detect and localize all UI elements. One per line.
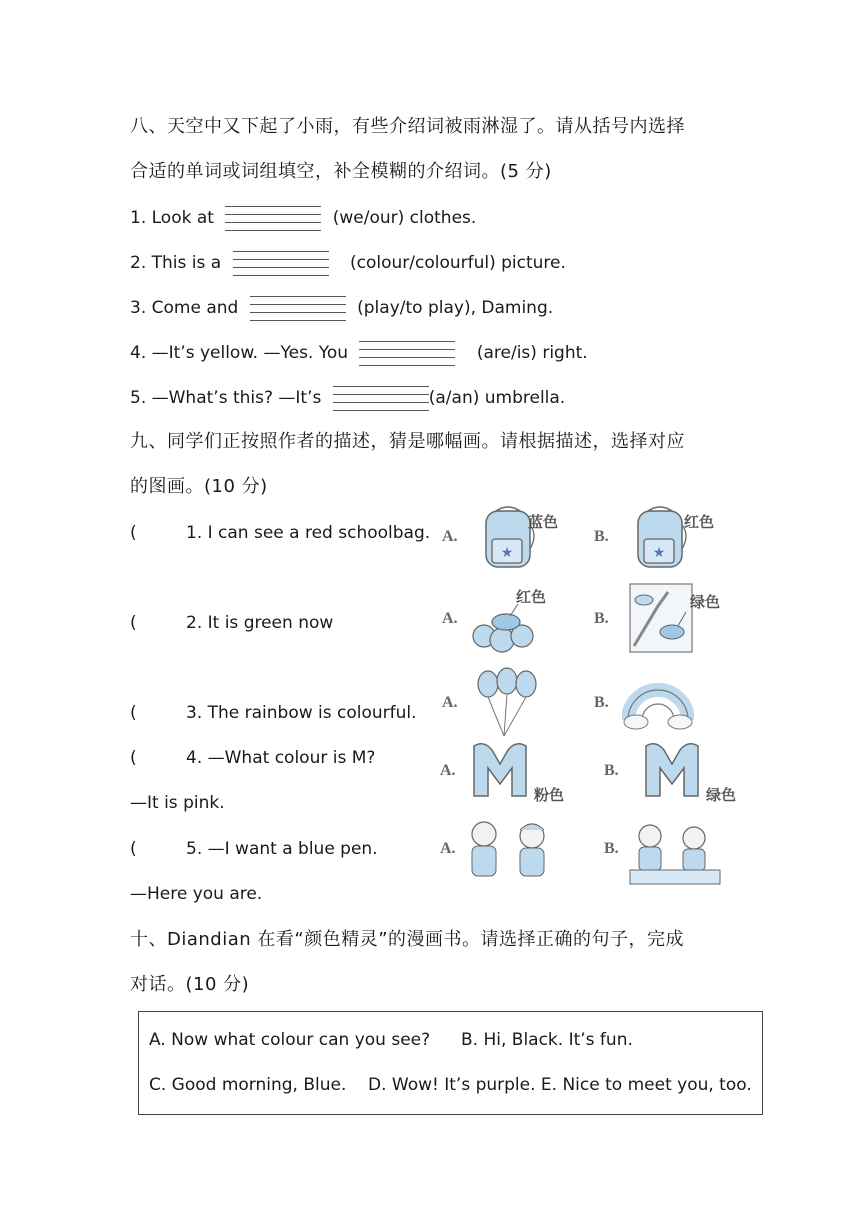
option-a-label[interactable]: A. [440, 840, 456, 857]
option-b-label[interactable]: B. [594, 528, 609, 545]
q9-4-text: 4. —What colour is M? [186, 748, 376, 768]
color-label-pink: 粉色 [534, 786, 565, 804]
chameleon-on-flowers-image[interactable] [470, 598, 540, 658]
option-b-sentence: B. Hi, Black. It’s fun. [461, 1030, 633, 1050]
color-label-blue: 蓝色 [528, 513, 559, 531]
svg-text:★: ★ [652, 545, 666, 561]
q8-5-options: (a/an) umbrella. [428, 388, 566, 408]
question-9-2 [130, 612, 333, 634]
question-9-3 [130, 702, 417, 724]
question-9-1 [130, 522, 430, 544]
rainbow-image[interactable] [622, 670, 694, 734]
question-9-5 [130, 838, 378, 860]
color-label-green: 绿色 [690, 593, 721, 611]
color-label-red: 红色 [516, 588, 547, 606]
children-at-desk-image[interactable] [628, 820, 724, 888]
answer-blank[interactable] [225, 206, 321, 230]
question-8-2 [130, 251, 566, 275]
option-a-label[interactable]: A. [440, 762, 456, 779]
option-a-label[interactable]: A. [442, 528, 458, 545]
letter-m-pink-image[interactable] [468, 738, 532, 802]
question-8-5 [130, 386, 565, 410]
q8-3-text: 3. Come and [130, 298, 239, 318]
answer-blank[interactable] [233, 251, 329, 275]
q9-3-text: 3. The rainbow is colourful. [186, 703, 417, 723]
q8-2-text: 2. This is a [130, 253, 222, 273]
letter-m-green-image[interactable] [640, 738, 704, 802]
q8-4-text: 4. —It’s yellow. —Yes. You [130, 343, 349, 363]
section8-title-line1: 八、天空中又下起了小雨，有些介绍词被雨淋湿了。请从括号内选择 [130, 116, 685, 137]
q9-5-text: 5. —I want a blue pen. [186, 839, 378, 859]
balloons-image[interactable] [474, 666, 540, 738]
children-with-pens-image[interactable] [460, 816, 560, 888]
q8-2-options: (colour/colourful) picture. [349, 253, 566, 273]
section9-title-line1: 九、同学们正按照作者的描述，猜是哪幅画。请根据描述，选择对应 [130, 431, 685, 452]
q9-1-text: 1. I can see a red schoolbag. [186, 523, 431, 543]
svg-text:★: ★ [500, 545, 514, 561]
section9-title-line2: 的图画。(10 分) [130, 476, 268, 497]
section10-title-line1: 十、Diandian 在看“颜色精灵”的漫画书。请选择正确的句子，完成 [130, 929, 685, 950]
q9-2-text: 2. It is green now [186, 613, 334, 633]
option-b-label[interactable]: B. [594, 694, 609, 711]
answer-blank[interactable] [333, 386, 429, 410]
option-a-label[interactable]: A. [442, 610, 458, 627]
question-8-1 [130, 206, 476, 230]
q8-1-options: (we/our) clothes. [332, 208, 477, 228]
options-box [138, 1011, 763, 1115]
answer-paren[interactable]: ( [130, 748, 137, 768]
color-label-green: 绿色 [706, 786, 737, 804]
question-9-4 [130, 747, 375, 769]
color-label-red: 红色 [684, 513, 715, 531]
options-c-d-e-sentences: C. Good morning, Blue. D. Wow! It’s purple. E. Nice to meet you, too. [149, 1075, 752, 1095]
q8-5-text: 5. —What’s this? —It’s [130, 388, 322, 408]
schoolbag-red-image[interactable] [630, 505, 692, 571]
option-b-label[interactable]: B. [604, 840, 619, 857]
answer-paren[interactable]: ( [130, 613, 137, 633]
chameleon-on-leaves-image[interactable] [628, 582, 694, 654]
option-a-label[interactable]: A. [442, 694, 458, 711]
option-b-label[interactable]: B. [594, 610, 609, 627]
q8-1-text: 1. Look at [130, 208, 214, 228]
answer-blank[interactable] [359, 341, 455, 365]
answer-paren[interactable]: ( [130, 703, 137, 723]
question-8-3 [130, 296, 553, 320]
q9-4-reply: —It is pink. [130, 793, 225, 813]
section8-title-line2: 合适的单词或词组填空，补全模糊的介绍词。(5 分) [130, 161, 552, 182]
question-8-4 [130, 341, 588, 365]
answer-paren[interactable]: ( [130, 523, 137, 543]
q9-5-reply: —Here you are. [130, 884, 263, 904]
option-b-label[interactable]: B. [604, 762, 619, 779]
answer-paren[interactable]: ( [130, 839, 137, 859]
option-a-sentence: A. Now what colour can you see? [149, 1030, 431, 1050]
q8-3-options: (play/to play), Daming. [357, 298, 554, 318]
q8-4-options: (are/is) right. [476, 343, 588, 363]
answer-blank[interactable] [250, 296, 346, 320]
section10-title-line2: 对话。(10 分) [130, 974, 250, 995]
